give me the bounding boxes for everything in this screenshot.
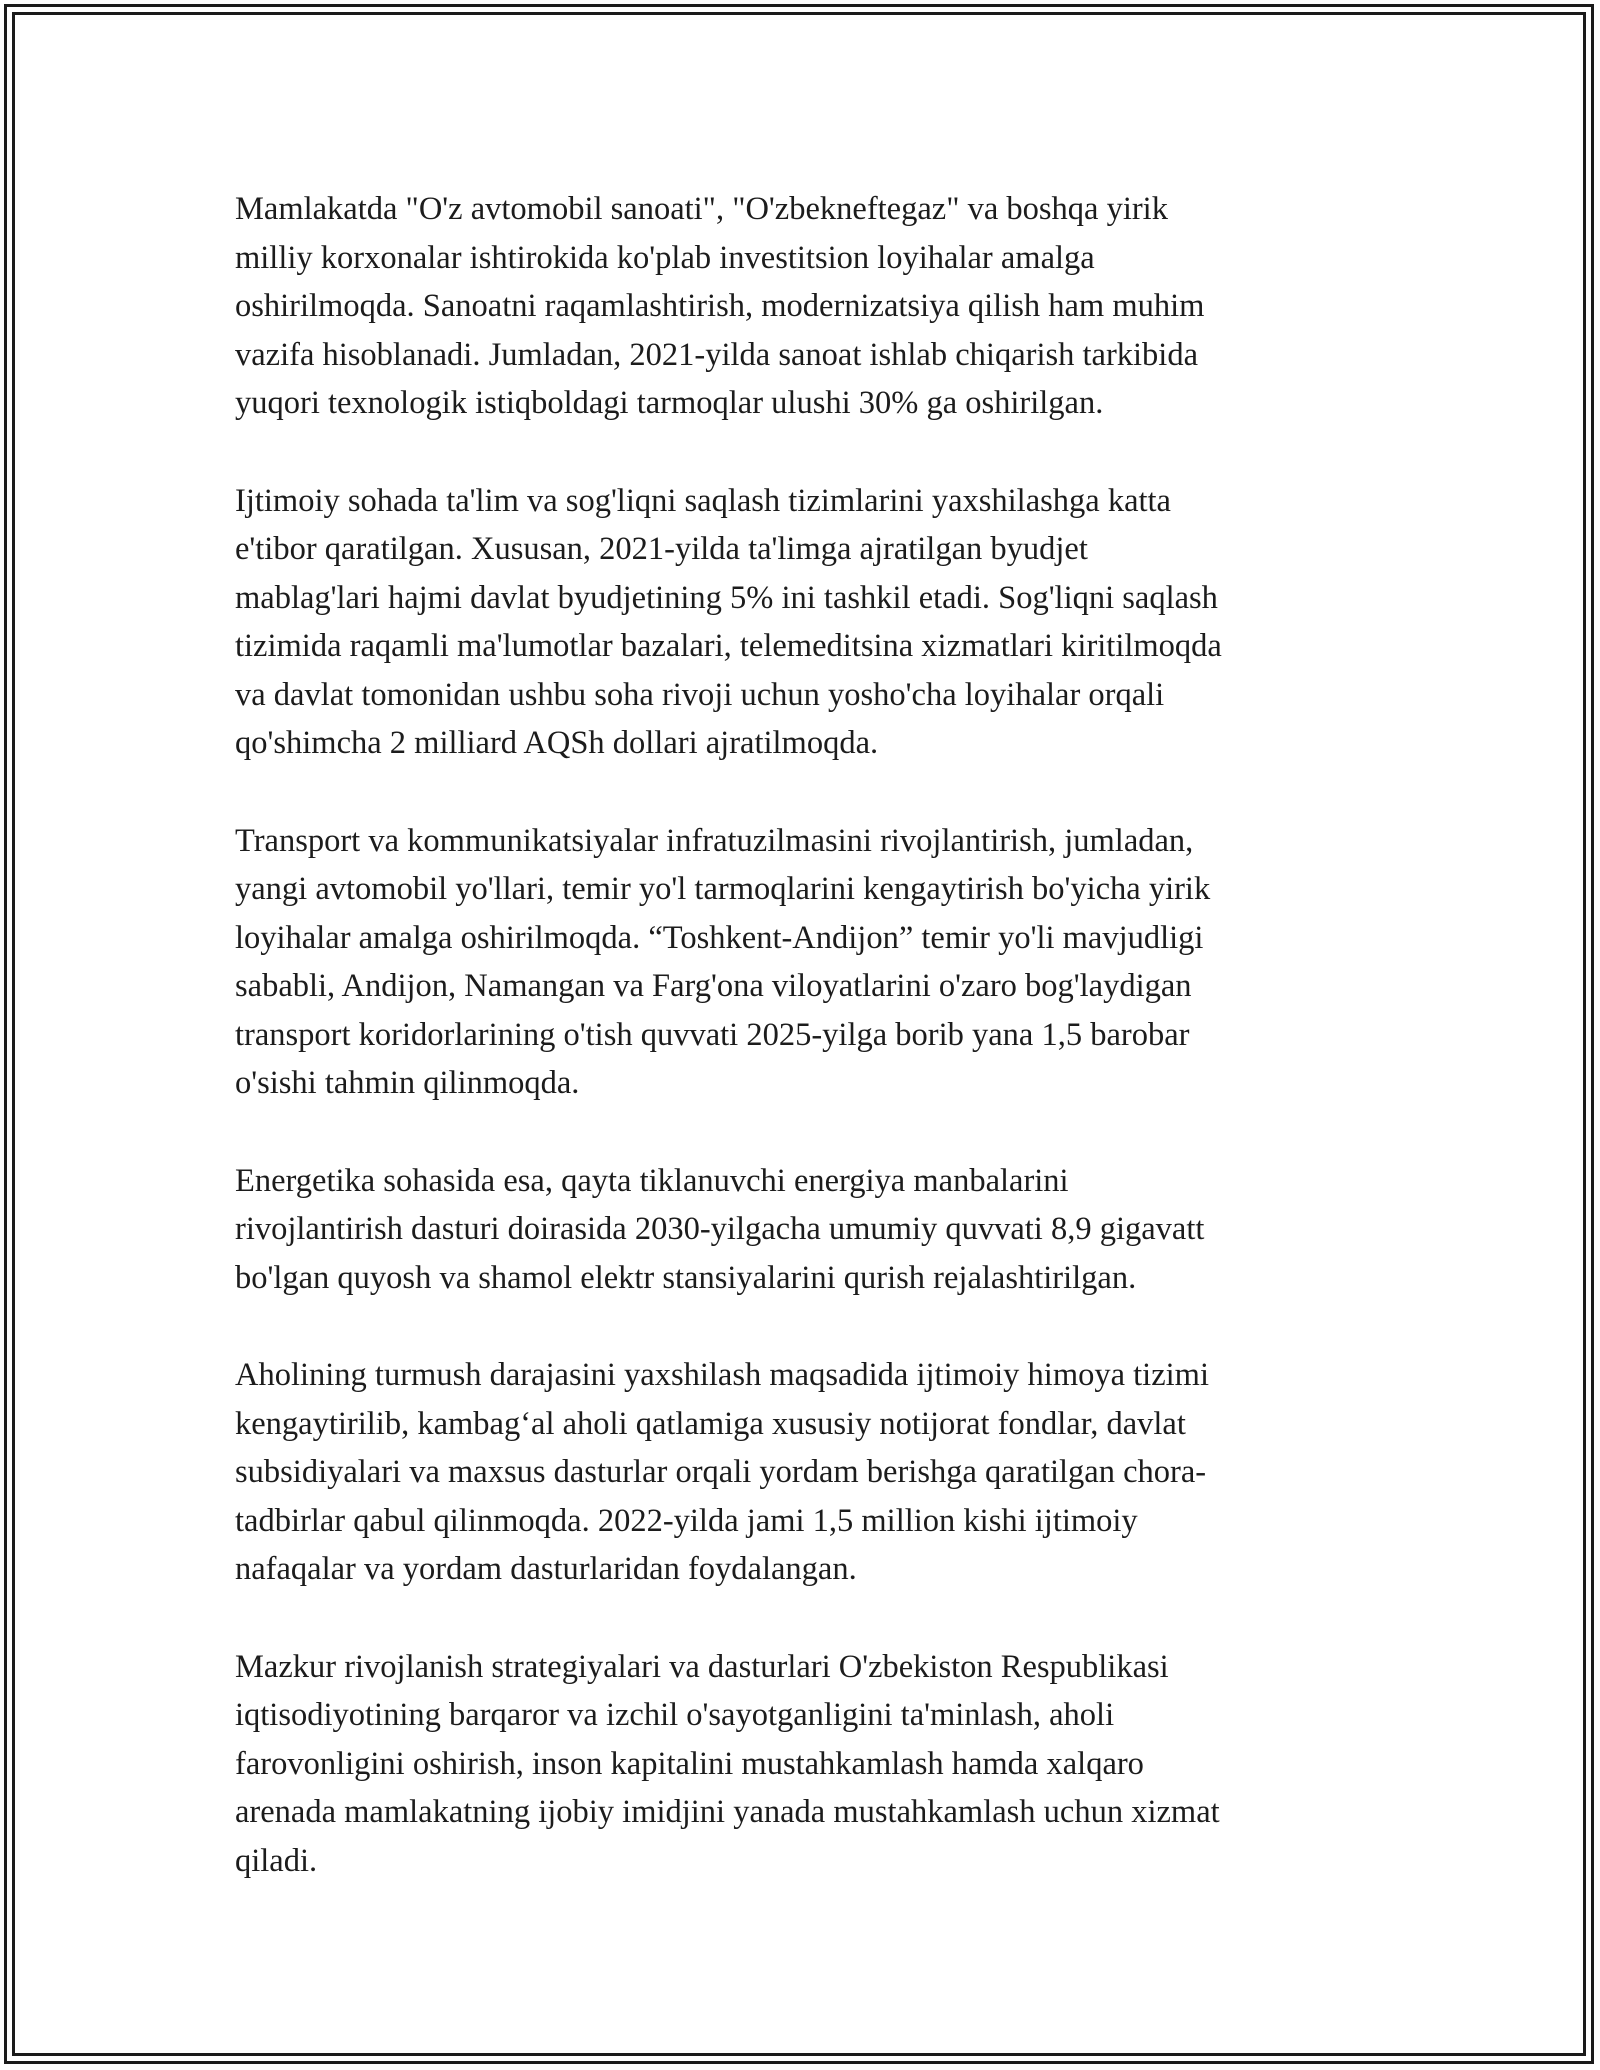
text-line: subsidiyalari va maxsus dasturlar orqali yordam berishga qaratilgan chora- [235, 1454, 1207, 1490]
paragraph-energy [235, 1157, 1365, 1303]
paragraph-conclusion [235, 1643, 1365, 1886]
text-line: tadbirlar qabul qilinmoqda. 2022-yilda jami 1,5 million kishi ijtimoiy [235, 1502, 1138, 1539]
text-line: e'tibor qaratilgan. Xususan, 2021-yilda ta'limga ajratilgan byudjet [235, 531, 1088, 567]
text-line: Ijtimoiy sohada ta'lim va sog'liqni saqlash tizimlarini yaxshilashga katta [235, 482, 1171, 519]
text-line: iqtisodiyotining barqaror va izchil o'sayotganligini ta'minlash, aholi [235, 1697, 1115, 1733]
paragraph-welfare [235, 1351, 1365, 1594]
text-line: o'sishi tahmin qilinmoqda. [235, 1065, 580, 1101]
text-line: Energetika sohasida esa, qayta tiklanuvchi energiya manbalarini [235, 1162, 1069, 1199]
text-line: qiladi. [235, 1842, 318, 1879]
text-line: qo'shimcha 2 milliard AQSh dollari ajratilmoqda. [235, 725, 879, 761]
text-line: Transport va kommunikatsiyalar infratuzilmasini rivojlantirish, jumladan, [235, 822, 1194, 859]
text-line: bo'lgan quyosh va shamol elektr stansiyalarini qurish rejalashtirilgan. [235, 1259, 1137, 1296]
paragraph-social [235, 477, 1365, 768]
text-line: arenada mamlakatning ijobiy imidjini yanada mustahkamlash uchun xizmat [235, 1794, 1220, 1830]
text-line: milliy korxonalar ishtirokida ko'plab investitsion loyihalar amalga [235, 239, 1095, 276]
text-line: rivojlantirish dasturi doirasida 2030-yilgacha umumiy quvvati 8,9 gigavatt [235, 1211, 1205, 1247]
text-line: vazifa hisoblanadi. Jumladan, 2021-yilda sanoat ishlab chiqarish tarkibida [235, 336, 1199, 373]
text-line: transport koridorlarining o'tish quvvati 2025-yilga borib yana 1,5 barobar [235, 1016, 1190, 1053]
text-line: mablag'lari hajmi davlat byudjetining 5% ini tashkil etadi. Sog'liqni saqlash [235, 579, 1218, 616]
text-line: Mamlakatda "O'z avtomobil sanoati", "O'zbekneftegaz" va boshqa yirik [235, 191, 1168, 227]
text-line: Aholining turmush darajasini yaxshilash maqsadida ijtimoiy himoya tizimi [235, 1357, 1209, 1393]
paragraph-transport [235, 817, 1365, 1108]
text-line: loyihalar amalga oshirilmoqda. “Toshkent-Andijon” temir yo'li mavjudligi [235, 919, 1204, 956]
text-line: farovonligini oshirish, inson kapitalini mustahkamlash hamda xalqaro [235, 1745, 1144, 1782]
text-line: kengaytirilib, kambag‘al aholi qatlamiga xususiy notijorat fondlar, davlat [235, 1405, 1186, 1442]
text-line: oshirilmoqda. Sanoatni raqamlashtirish, modernizatsiya qilish ham muhim [235, 288, 1205, 324]
document-body [235, 185, 1365, 1934]
text-line: tizimida raqamli ma'lumotlar bazalari, telemeditsina xizmatlari kiritilmoqda [235, 628, 1222, 664]
text-line: yuqori texnologik istiqboldagi tarmoqlar ulushi 30% ga oshirilgan. [235, 385, 1104, 421]
text-line: sababli, Andijon, Namangan va Farg'ona viloyatlarini o'zaro bog'laydigan [235, 968, 1192, 1004]
text-line: va davlat tomonidan ushbu soha rivoji uchun yosho'cha loyihalar orqali [235, 676, 1165, 713]
text-line: Mazkur rivojlanish strategiyalari va dasturlari O'zbekiston Respublikasi [235, 1648, 1169, 1685]
paragraph-industry [235, 185, 1365, 428]
text-line: yangi avtomobil yo'llari, temir yo'l tarmoqlarini kengaytirish bo'yicha yirik [235, 871, 1211, 907]
text-line: nafaqalar va yordam dasturlaridan foydalangan. [235, 1551, 857, 1587]
